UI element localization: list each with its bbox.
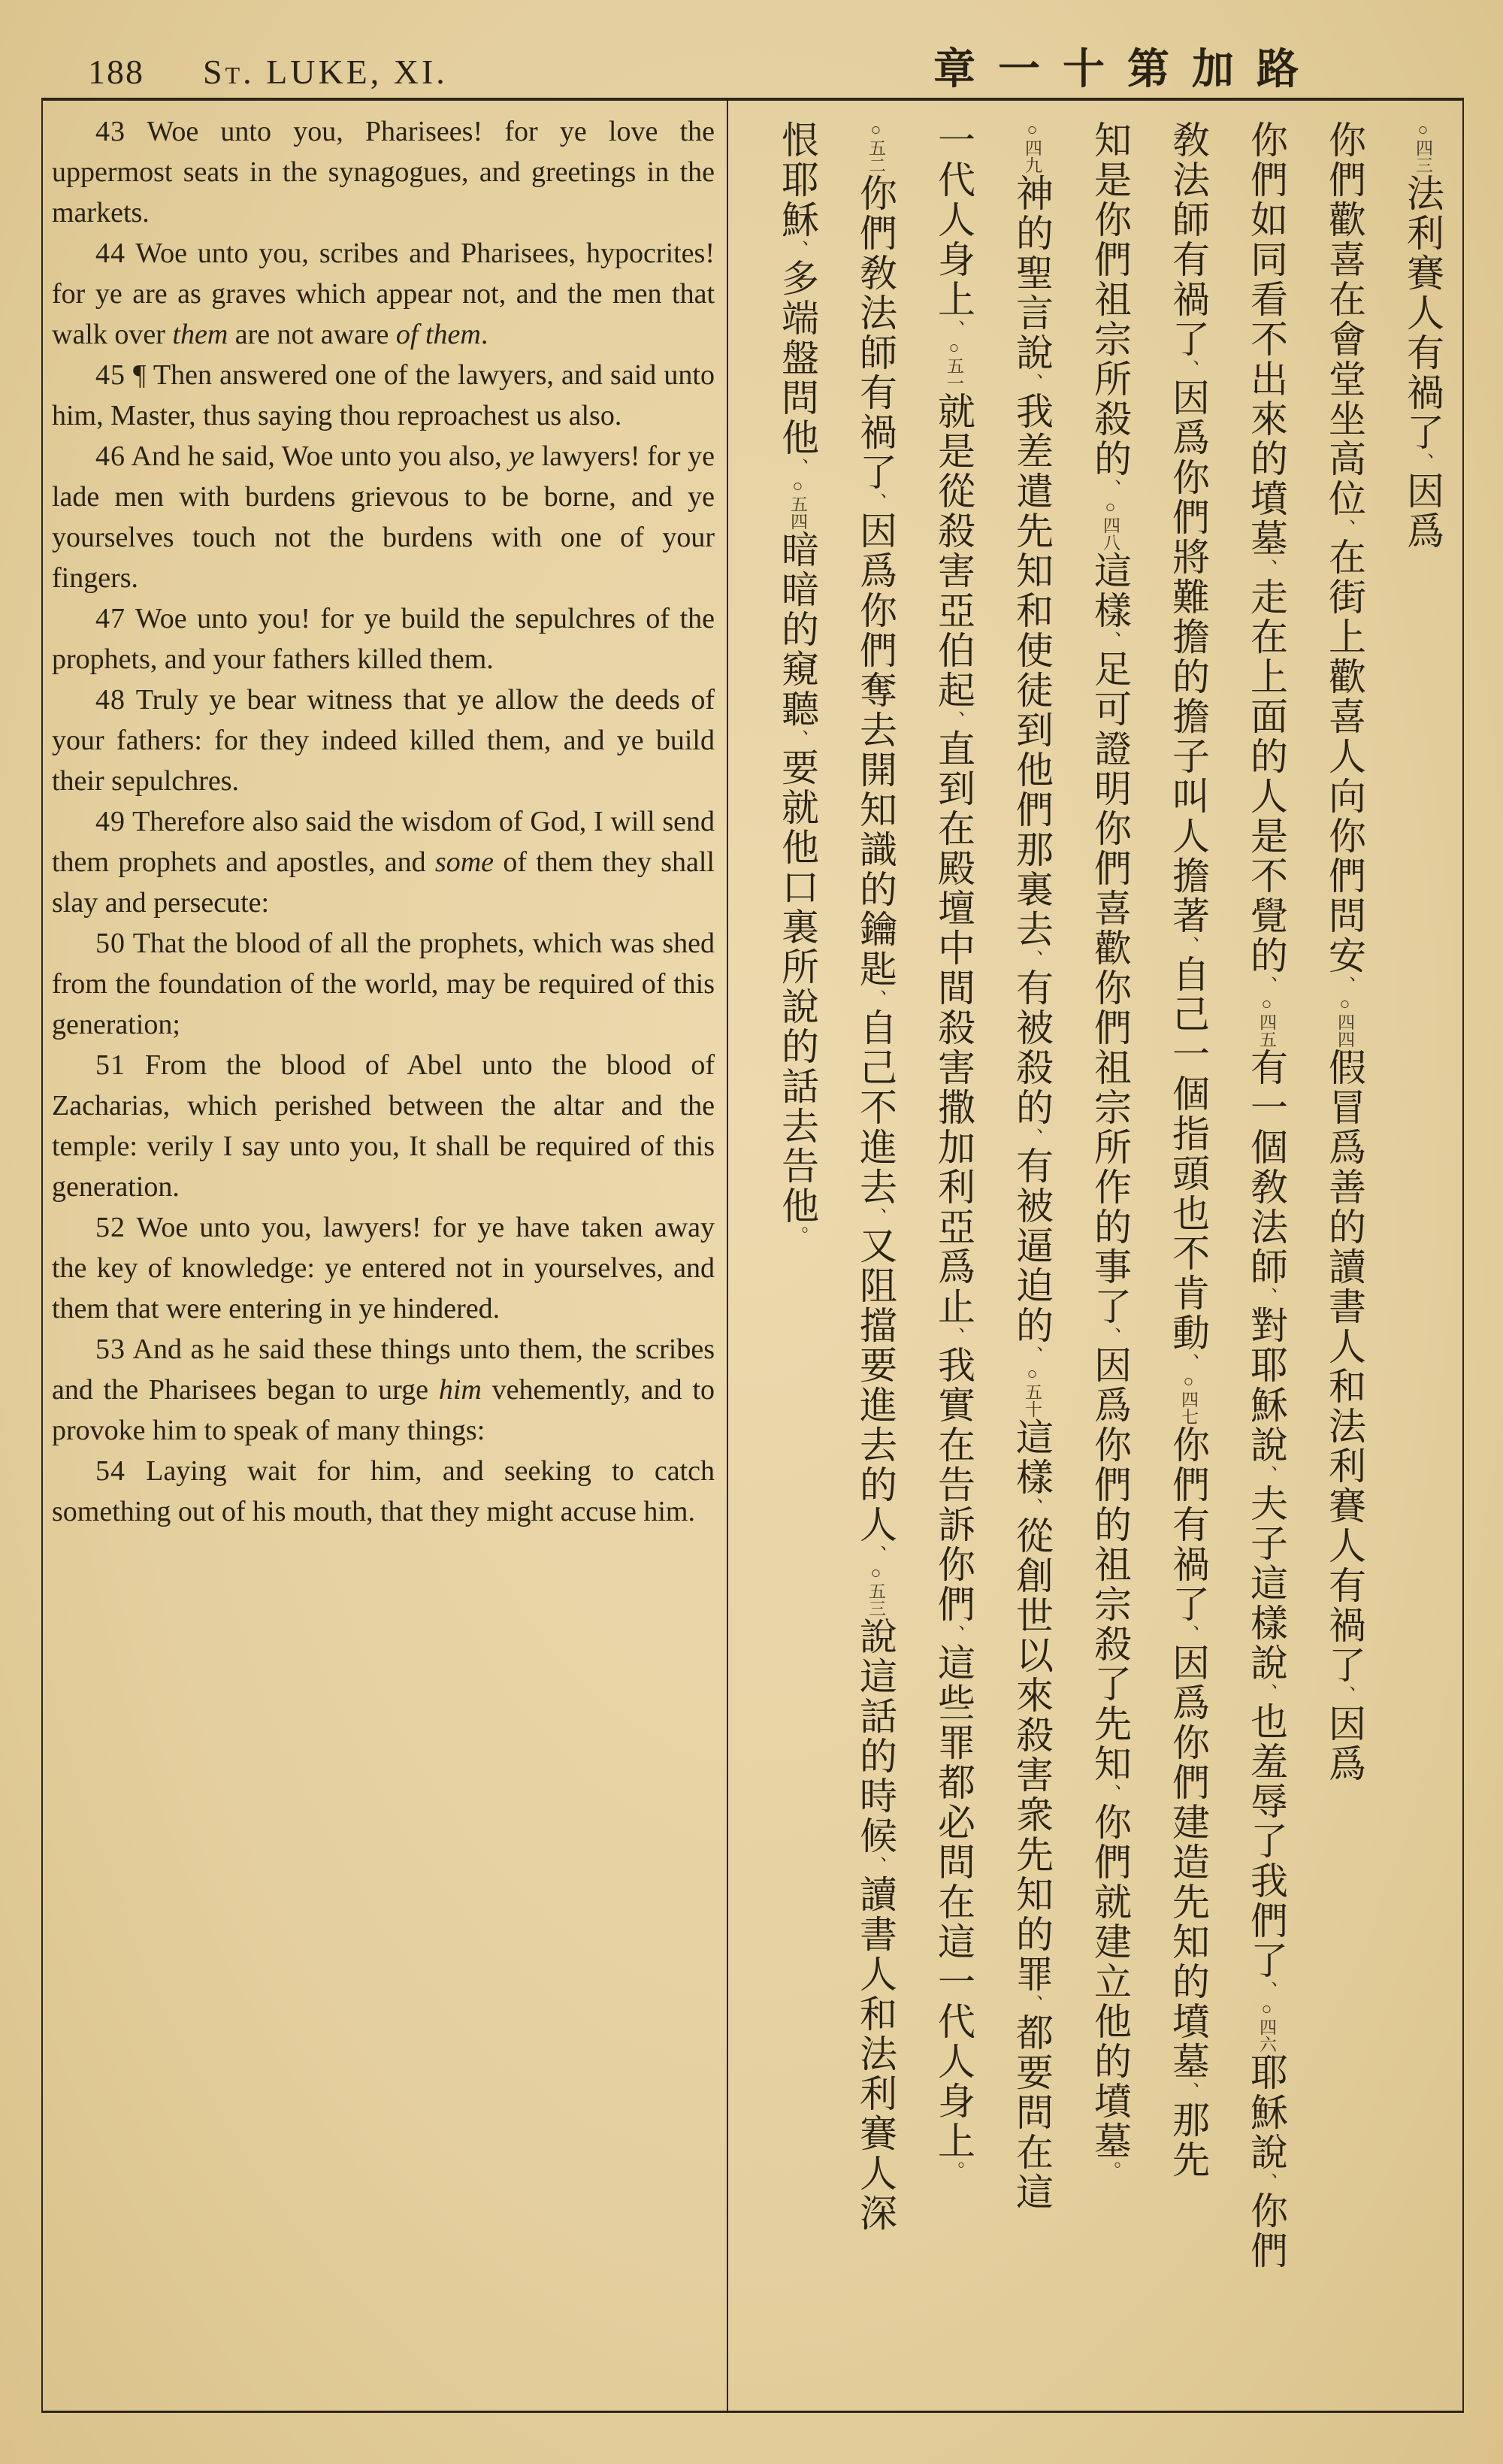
punctuation: 、 [788,458,808,477]
verse-number: 51 [95,1049,126,1081]
verse: 53 And as he said these things unto them, the scribes and the Pharisees began to urge him vehemently, and to provoke him to speak of many things: [52,1333,715,1446]
verse-number: 53 [95,1333,126,1365]
verse-number: 54 [95,1455,126,1487]
verse-mark: ○五一 [945,338,963,392]
verse: 49 Therefore also said the wisdom of God, I will send them prophets and apostles, and some of them they shall slay and persecute: [52,806,715,919]
punctuation: 、 [866,989,886,1008]
verse-mark: ○四五 [1257,994,1276,1048]
chinese-column: ○四九神的聖言說、我差遣先知和使徒到他們那裏去、有被殺的、有被逼迫的、○五十這樣、從創世以來殺害衆先知的罪、都要問在這 [1011,120,1053,2212]
punctuation: 、 [944,710,964,729]
page-number: 188 [88,53,144,91]
punctuation: 、 [1335,519,1355,537]
verse-number: 46 [95,440,126,472]
chinese-column: 恨耶穌、多端盤問他、○五四暗暗的窺聽、要就他口裏所說的話去告他。 [776,120,818,1245]
punctuation: 、 [1178,2081,1199,2100]
punctuation: 、 [866,1856,886,1875]
punctuation: 、 [1100,1327,1120,1346]
punctuation: 。 [1100,2161,1120,2180]
punctuation: 、 [866,1545,886,1563]
punctuation: 、 [1022,1128,1042,1146]
page-title: St. LUKE, XI. [203,53,448,91]
punctuation: 、 [1413,453,1433,471]
verse-mark: ○四四 [1335,994,1354,1048]
punctuation: 、 [1335,1685,1355,1704]
punctuation: 。 [944,2161,964,2180]
chinese-columns [728,101,1462,2411]
punctuation: 、 [1022,1497,1042,1516]
verse: 54 Laying wait for him, and seeking to catch something out of his mouth, that they might accuse him. [52,1455,715,1527]
punctuation: 、 [866,1207,886,1226]
punctuation: 、 [1100,631,1120,649]
verse: 46 And he said, Woe unto you also, ye lawyers! for ye lade men with burdens grievous to be borne, and ye yourselves touch not the burdens with one of your fingers. [52,440,715,594]
verse-mark: ○五四 [788,477,807,530]
chinese-column: 知是你們祖宗所殺的、○四八這樣、足可證明你們喜歡你們祖宗所作的事了、因爲你們的祖宗殺了先知、你們就建立他的墳墓。 [1089,120,1131,2180]
verse-mark: ○五二 [866,120,885,174]
punctuation: 。 [788,1226,808,1245]
punctuation: 、 [1100,479,1120,498]
punctuation: 、 [1178,936,1199,955]
verse-mark: ○四九 [1023,120,1042,174]
chinese-column: ○四三法利賽人有禍了、因爲 [1402,120,1444,551]
verse: 45 ¶ Then answered one of the lawyers, and said unto him, Master, thus saying thou reproachest us also. [52,359,715,431]
punctuation: 、 [1022,949,1042,968]
punctuation: 、 [1100,1784,1120,1803]
punctuation: 、 [866,492,886,511]
verse: 48 Truly ye bear witness that ye allow the deeds of your fathers: for they indeed killed them, and ye build their sepulchres. [52,684,715,797]
punctuation: 、 [788,240,808,259]
verse-mark: ○四六 [1257,1999,1276,2053]
verse: 47 Woe unto you! for ye build the sepulchres of the prophets, and your fathers killed them. [52,603,715,675]
punctuation: 、 [1257,1683,1277,1702]
page-header [41,44,1464,98]
punctuation: 、 [1335,976,1355,994]
punctuation: 、 [944,319,964,338]
verse-number: 50 [95,928,126,959]
verse: 51 From the blood of Abel unto the blood of Zacharias, which perished between the altar and the temple: verily I say unto you, It shall be required of this generation. [52,1049,715,1203]
punctuation: 、 [944,1327,964,1346]
punctuation: 、 [944,1624,964,1643]
verse-number: 43 [95,116,126,147]
verse-number: 49 [95,806,126,837]
verse: 52 Woe unto you, lawyers! for ye have taken away the key of knowledge: ye entered not in yourselves, and them that were entering in ye hindered. [52,1212,715,1324]
verse-mark: ○五十 [1023,1364,1042,1418]
chinese-column: 你們如同看不出來的墳墓、走在上面的人是不覺的、○四五有一個敎法師、對耶穌說、夫子這樣說、也羞辱了我們了、○四六耶穌說、你們 [1245,120,1287,2271]
punctuation: 、 [1257,2172,1277,2191]
chinese-column: 敎法師有禍了、因爲你們將難擔的擔子叫人擔著、自己一個指頭也不肯動、○四七你們有禍了、因爲你們建造先知的墳墓、那先 [1167,120,1209,2180]
english-column [43,101,727,2411]
content-frame [41,98,1464,2413]
punctuation: 、 [1022,373,1042,392]
punctuation: 、 [1178,1353,1199,1372]
punctuation: 、 [1257,976,1277,994]
verse-mark: ○五三 [866,1563,885,1617]
verse: 44 Woe unto you, scribes and Pharisees, hypocrites! for ye are as graves which appear not, and the men that walk over them are not aware of them. [52,238,715,350]
punctuation: 、 [1022,1994,1042,2013]
verse-number: 52 [95,1212,126,1243]
verse-number: 47 [95,603,126,634]
punctuation: 、 [1178,359,1199,378]
chinese-column: 一代人身上、○五一就是從殺害亞伯起、直到在殿壇中間殺害撒加利亞爲止、我實在告訴你們、這些罪都必問在這一代人身上。 [933,120,975,2180]
punctuation: 、 [1257,1981,1277,1999]
verse: 43 Woe unto you, Pharisees! for ye love the uppermost seats in the synagogues, and greetings in the markets. [52,116,715,229]
verse-number: 45 [95,359,126,391]
verse-mark: ○四八 [1101,498,1120,551]
verse-mark: ○四三 [1414,120,1432,174]
chinese-column: 你們歡喜在會堂坐高位、在街上歡喜人向你們問安、○四四假冒爲善的讀書人和法利賽人有禍了、因爲 [1323,120,1365,1784]
verse-number: 48 [95,684,126,716]
verse: 50 That the blood of all the prophets, which was shed from the foundation of the world, may be required of this generation; [52,928,715,1040]
punctuation: 、 [1257,1465,1277,1484]
chinese-page-title: 章一十第加路 [933,47,1321,93]
punctuation: 、 [1257,1287,1277,1306]
punctuation: 、 [788,729,808,748]
punctuation: 、 [1178,1624,1199,1643]
verse-number: 44 [95,238,126,269]
punctuation: 、 [1022,1346,1042,1364]
chinese-column: ○五二你們敎法師有禍了、因爲你們奪去開知識的鑰匙、自己不進去、又阻擋要進去的人、○五三說這話的時候、讀書人和法利賽人深 [854,120,897,2233]
verse-mark: ○四七 [1179,1372,1198,1425]
punctuation: 、 [1257,558,1277,577]
